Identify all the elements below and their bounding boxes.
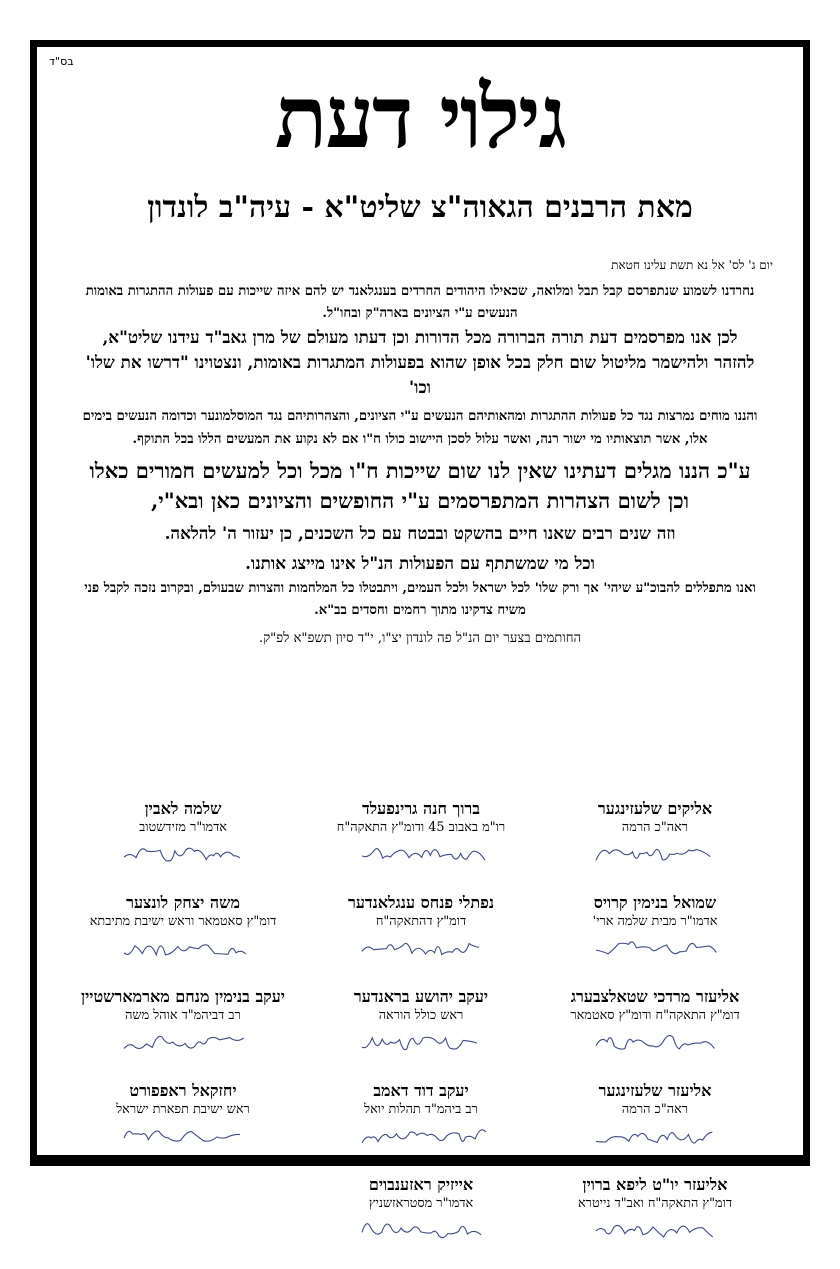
- signature-stroke: [596, 1036, 714, 1050]
- handwritten-signature: [356, 1027, 486, 1057]
- handwritten-signature: [590, 933, 720, 963]
- signer-title: ראה"כ הרמה: [621, 820, 689, 835]
- signer-title: אדמו"ר מבית שלמה ארי': [592, 914, 718, 929]
- paragraph-2: לכן אנו מפרסמים דעת תורה הברורה מכל הדורות וכן דעתו מעולם של מרן גאב"ד עידנו שליט"א, להזהר ולהישמר מליטול שום חלק בכל אופן שהוא בפעולות המתגרות באומות, ונצטוינו "דרשו את שלו' וכו': [85, 327, 755, 397]
- signature-stroke: [596, 849, 710, 860]
- signer-name: יעקב יהושע בראנדער: [353, 987, 489, 1006]
- signer-block: [535, 987, 775, 1081]
- signers-column-middle: [301, 799, 541, 1269]
- handwritten-signature: [356, 933, 486, 963]
- paragraph-4: ע"כ הננו מגלים דעתינו שאין לנו שום שייכות ח"ו מכל וכל למעשים חמורים כאלו וכן לשום הצהרות המתפרסמים ע"י החופשים והציונים כאן ובא"י,: [89, 458, 751, 513]
- signer-name: אליעזר יו"ט ליפא ברוין: [582, 1175, 728, 1194]
- handwritten-signature: [118, 1121, 248, 1151]
- signer-title: אדמו"ר מסטראזשניץ: [368, 1196, 474, 1211]
- signer-block: [63, 893, 303, 987]
- signer-name: שלמה לאבין: [144, 799, 222, 818]
- handwritten-signature: [118, 1027, 248, 1057]
- paragraph-5b: וכל מי שמשתתף עם הפעולות הנ"ל אינו מייצג אותנו.: [245, 553, 595, 573]
- handwritten-signature: [118, 933, 248, 963]
- signer-title: דומ"ץ התאקה"ח ודומ"ץ סאטמאר: [570, 1008, 740, 1023]
- handwritten-signature: [590, 839, 720, 869]
- paragraph-6: ואנו מתפללים להבוכ"ע שיהי' אך ורק שלו' לכל ישראל ולכל העמים, ויתבטלו כל המלחמות והצרות שבעולם, ובקרוב נזכה לקבל פני משיח צדקינו מתוך רחמים וחסדים בב"א.: [84, 581, 756, 618]
- signer-block: [535, 893, 775, 987]
- signer-name: יעקב בנימין מנחם מארמארשטיין: [81, 987, 285, 1006]
- signer-block: [301, 987, 541, 1081]
- notice-body: [81, 281, 759, 650]
- signer-name: ברוך חנה גרינפעלד: [361, 799, 480, 818]
- signer-title: דומ"ץ דהתאקה"ח: [375, 914, 467, 929]
- handwritten-signature: [118, 839, 248, 869]
- signer-block: [63, 1081, 303, 1175]
- signer-title: ראה"כ הרמה: [621, 1102, 689, 1117]
- signer-name: אליקים שלעזינגער: [597, 799, 713, 818]
- handwritten-signature: [590, 1121, 720, 1151]
- notice-title: גילוי דעת: [274, 67, 566, 168]
- signer-name: אייזיק ראזענבוים: [368, 1175, 474, 1194]
- signature-stroke: [596, 1132, 712, 1143]
- signature-stroke: [124, 945, 246, 955]
- paragraph-5a: וזה שנים רבים שאנו חיים בהשקט ובבטח עם כל השכנים, כן יעזור ה' להלאה.: [164, 523, 676, 543]
- signer-block: [301, 799, 541, 893]
- handwritten-signature: [590, 1215, 720, 1245]
- signer-name: אליעזר שלעזינגער: [598, 1081, 712, 1100]
- signers-column-left: [63, 799, 303, 1175]
- signer-name: יעקב דוד דאמב: [373, 1081, 469, 1100]
- signature-stroke: [596, 1225, 713, 1237]
- paragraph-3: והננו מוחים נמרצות נגד כל פעולות ההתגרות ומהאותיהם הנעשים ע"י הציונים, והצהרותיהם נגד המוסלמונער וכדומה הנעשים בימים אלו, אשר תוצאותיו מי ישור רנה, ואשר עלול לסכן היישוב כולו ח"ו אם לא נקוע את המעשים הללו בכל התוקף.: [82, 409, 758, 447]
- signer-block: [63, 799, 303, 893]
- date-line: יום ג' לס' אל נא תשת עלינו חטאת: [611, 258, 773, 272]
- signer-block: [63, 987, 303, 1081]
- paragraph-1: נחרדנו לשמוע שנתפרסם קבל תבל ומלואה, שכאילו היהודים החרדים בענגלאנד יש להם איזה שייכות עם פעולות ההתגרות באומות הנעשים ע"י הציונים בארה"ק ובחו"ל.: [85, 284, 755, 321]
- signer-title: דומ"ץ סאטמאר וראש ישיבת מתיבתא: [89, 914, 277, 929]
- signer-block: [535, 799, 775, 893]
- signer-title: דומ"ץ התאקה"ח ואב"ד נייטרא: [577, 1196, 732, 1211]
- signer-title: אדמו"ר מזידשטוב: [139, 820, 227, 835]
- signer-title: רב ביהמ"ד תהלות יואל: [364, 1102, 478, 1117]
- signer-name: משה יצחק לונצער: [126, 893, 240, 912]
- signer-block: [301, 1081, 541, 1175]
- handwritten-signature: [356, 839, 486, 869]
- signer-name: שמואל בנימין קרויס: [593, 893, 717, 912]
- signers-column-right: [535, 799, 775, 1269]
- signature-stroke: [596, 942, 716, 954]
- signer-name: אליעזר מרדכי שטאלצבערג: [570, 987, 740, 1006]
- signature-stroke: [124, 1036, 244, 1048]
- signature-stroke: [362, 849, 485, 861]
- signature-stroke: [124, 848, 240, 861]
- notice-subtitle: מאת הרבנים הגאוה"צ שליט"א - עיה"ב לונדון: [147, 190, 693, 225]
- signer-block: [535, 1081, 775, 1175]
- signer-block: [535, 1175, 775, 1269]
- handwritten-signature: [356, 1215, 486, 1245]
- notice-frame: [30, 40, 810, 1211]
- bsd-mark: בס"ד: [49, 55, 74, 68]
- signer-name: נפתלי פנחס ענגלאנדער: [347, 893, 495, 912]
- signatories-intro: החותמים בצער יום הנ"ל פה לונדון יצ"ו, י"ד סיון תשפ"א לפ"ק.: [258, 631, 582, 646]
- signer-title: רו"מ באבוב 45 ודומ"ץ התאקה"ח: [336, 820, 506, 835]
- signer-title: רב דביהמ"ד אוהל משה: [125, 1008, 241, 1023]
- handwritten-signature: [590, 1027, 720, 1057]
- signature-stroke: [362, 1037, 477, 1049]
- handwritten-signature: [356, 1121, 486, 1151]
- signer-block: [301, 1175, 541, 1269]
- signature-stroke: [362, 1224, 481, 1238]
- signer-name: יחזקאל ראפפורט: [129, 1081, 237, 1100]
- signer-title: ראש כולל הוראה: [378, 1008, 464, 1023]
- signer-block: [301, 893, 541, 987]
- signature-stroke: [362, 943, 479, 954]
- signature-stroke: [362, 1130, 486, 1143]
- signer-title: ראש ישיבת תפארת ישראל: [116, 1102, 250, 1117]
- signature-stroke: [124, 1131, 240, 1141]
